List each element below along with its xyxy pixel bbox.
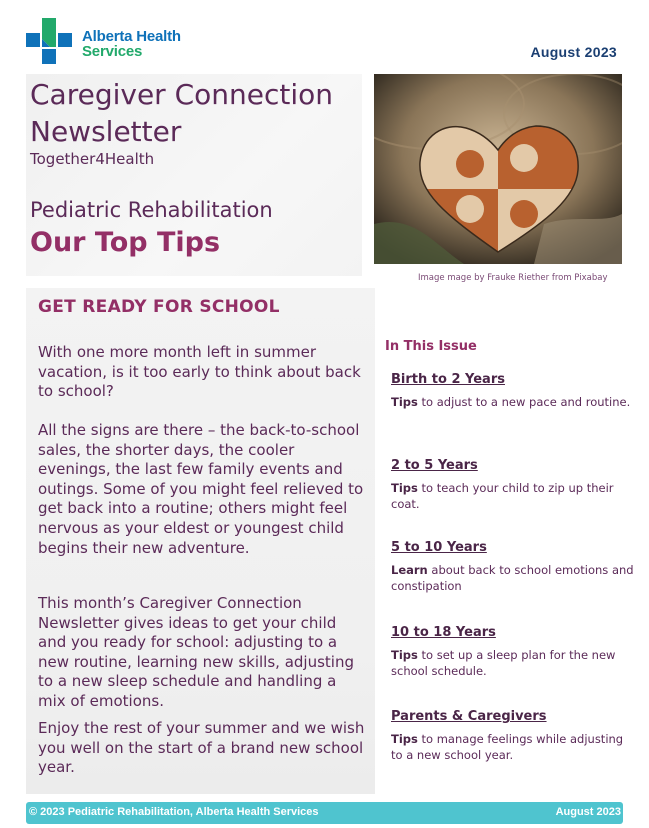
toc-link-2-to-5[interactable]: 2 to 5 Years bbox=[391, 458, 478, 473]
toc-description bbox=[391, 394, 636, 410]
toc-description bbox=[391, 480, 636, 512]
toc-link-parents-caregivers[interactable]: Parents & Caregivers bbox=[391, 709, 547, 724]
issue-date: August 2023 bbox=[530, 44, 617, 60]
puzzle-heart-image bbox=[374, 74, 622, 264]
article-panel bbox=[26, 288, 375, 794]
toc-desc-text: to adjust to a new pace and routine. bbox=[417, 395, 631, 409]
tagline: Our Top Tips bbox=[30, 227, 221, 258]
footer-copyright: © 2023 Pediatric Rehabilitation, Alberta Health Services bbox=[29, 806, 319, 818]
footer-bar bbox=[26, 802, 623, 824]
program-name: Pediatric Rehabilitation bbox=[30, 198, 273, 222]
article-paragraph: With one more month left in summer vacation, is it too early to think about back to school? bbox=[38, 343, 361, 401]
newsletter-title: Caregiver Connection Newsletter bbox=[30, 78, 334, 148]
toc-item-2-to-5 bbox=[391, 458, 636, 512]
logo-line-2: Services bbox=[82, 43, 143, 60]
ahs-cross-icon bbox=[26, 18, 72, 64]
ahs-logo bbox=[26, 18, 186, 64]
article-paragraph: This month’s Caregiver Connection Newsletter gives ideas to get your child and you ready for school: adjusting to a new routine, learning new skills, adjusting to a new sleep schedule and handling a mix of emotions. bbox=[38, 594, 354, 710]
toc-link-5-to-10[interactable]: 5 to 10 Years bbox=[391, 540, 487, 555]
toc-desc-text: to set up a sleep plan for the new school schedule. bbox=[391, 648, 616, 678]
article-title: GET READY FOR SCHOOL bbox=[38, 297, 280, 317]
toc-description bbox=[391, 562, 636, 594]
toc-link-birth-to-2[interactable]: Birth to 2 Years bbox=[391, 372, 505, 387]
toc-lead: Tips bbox=[391, 481, 418, 495]
photo-caption: Image mage by Frauke Riether from Pixabay bbox=[418, 273, 608, 283]
toc-link-10-to-18[interactable]: 10 to 18 Years bbox=[391, 625, 496, 640]
footer-date: August 2023 bbox=[555, 806, 621, 818]
toc-description bbox=[391, 731, 636, 763]
toc-item-5-to-10 bbox=[391, 540, 636, 594]
logo-line-1: Alberta Health bbox=[82, 28, 181, 45]
toc-item-parents-caregivers bbox=[391, 709, 636, 763]
ahs-wordmark bbox=[82, 29, 181, 59]
newsletter-subtitle: Together4Health bbox=[30, 150, 155, 168]
toc-desc-text: to manage feelings while adjusting to a new school year. bbox=[391, 732, 624, 762]
masthead-panel bbox=[26, 74, 362, 276]
toc-lead: Learn bbox=[391, 563, 428, 577]
toc-lead: Tips bbox=[391, 648, 418, 662]
toc-description bbox=[391, 647, 636, 679]
toc-item-10-to-18 bbox=[391, 625, 636, 679]
toc-desc-text: about back to school emotions and constipation bbox=[391, 563, 634, 593]
toc-lead: Tips bbox=[391, 395, 418, 409]
toc-desc-text: to teach your child to zip up their coat. bbox=[391, 481, 614, 511]
puzzle-heart-photo bbox=[374, 74, 622, 264]
toc-item-birth-to-2 bbox=[391, 372, 636, 410]
article-paragraph: Enjoy the rest of your summer and we wish you well on the start of a brand new school year. bbox=[38, 719, 365, 777]
toc-title: In This Issue bbox=[385, 339, 477, 354]
article-paragraph: All the signs are there – the back-to-school sales, the shorter days, the cooler evenings, the last few family events and outings. Some of you might feel relieved to get back into a routine; others might feel nervous as your eldest or youngest child begins their new adventure. bbox=[38, 421, 364, 557]
toc-lead: Tips bbox=[391, 732, 418, 746]
